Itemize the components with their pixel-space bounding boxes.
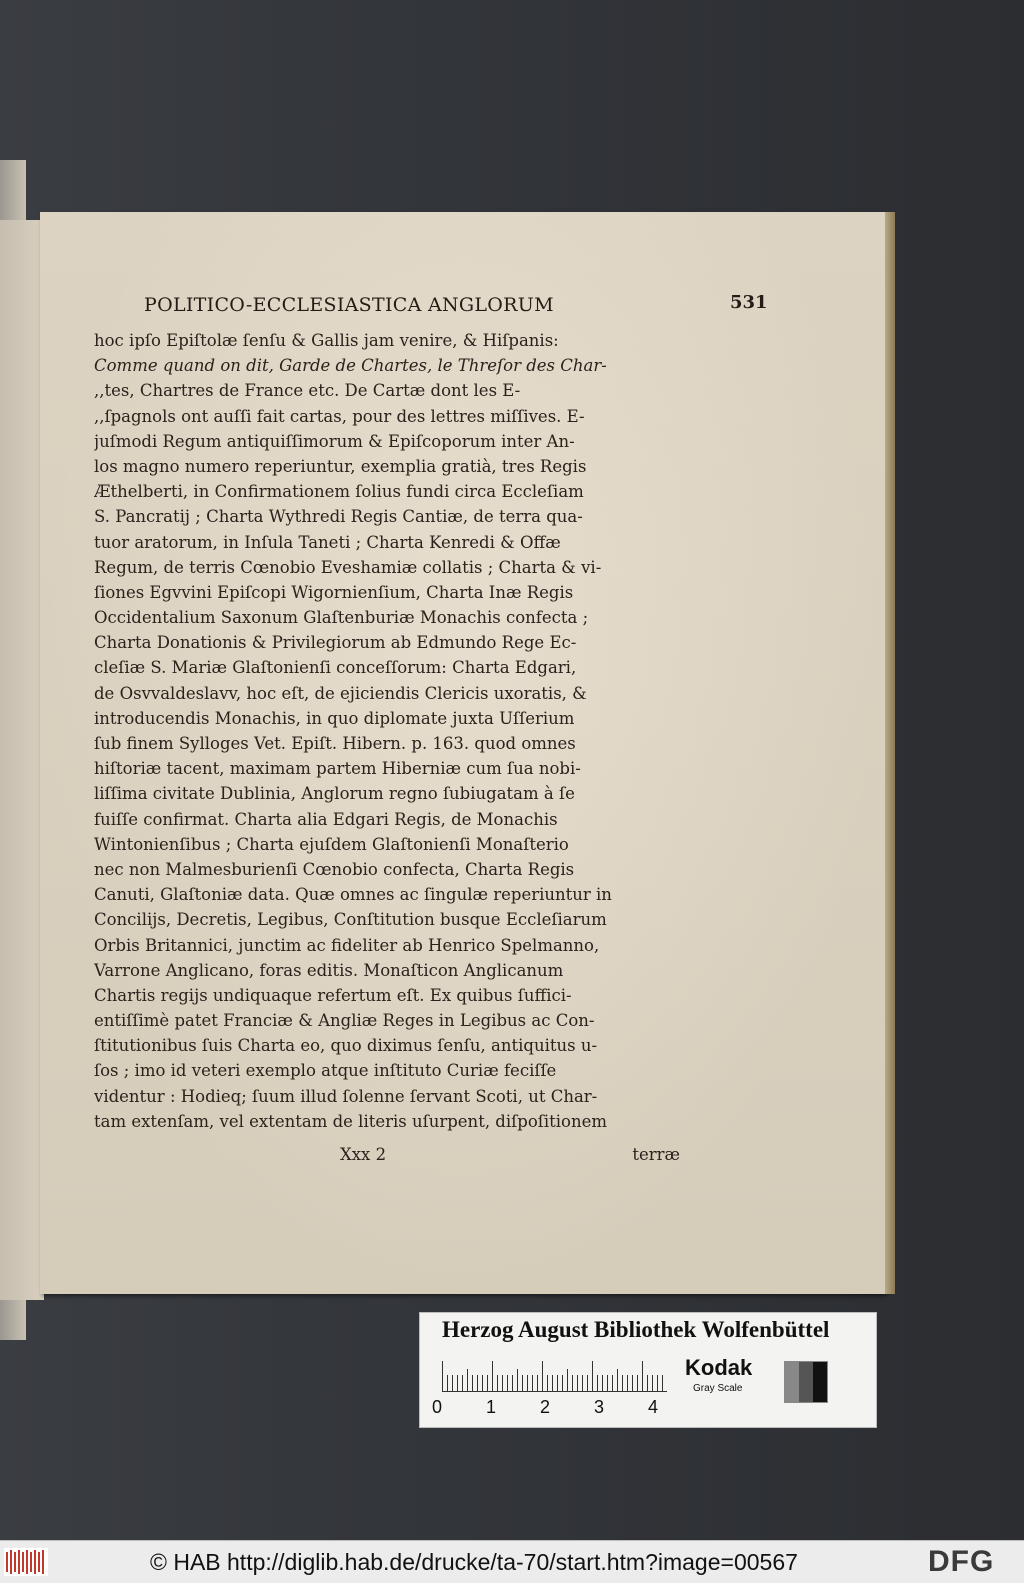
text-line: juſmodi Regum antiquiſſimorum & Epiſcoporum inter An- <box>94 431 575 451</box>
text-line: ſtitutionibus ſuis Charta eo, quo diximus ſenſu, antiquitus u- <box>94 1036 598 1056</box>
ruler-tick <box>532 1375 533 1391</box>
text-line: Orbis Britannici, junctim ac fideliter ab Henrico Spelmanno, <box>94 935 600 955</box>
ruler-tick <box>497 1375 498 1391</box>
catchword: terræ <box>632 1145 680 1164</box>
dfg-logo: DFG <box>928 1545 995 1578</box>
ruler-tick <box>472 1375 473 1391</box>
library-name: Herzog August Bibliothek Wolfenbüttel <box>442 1317 830 1342</box>
running-head-title: POLITICO-ECCLESIASTICA ANGLORUM <box>144 294 554 316</box>
running-head <box>144 294 794 322</box>
ruler-tick <box>597 1375 598 1391</box>
text-line: Regum, de terris Cœnobio Eveshamiæ collatis ; Charta & vi- <box>94 557 602 577</box>
ruler-number: 1 <box>486 1397 497 1417</box>
text-line: Chartis regijs undiquaque refertum eſt. Ex quibus ſuffici- <box>94 985 572 1005</box>
ruler-tick <box>557 1375 558 1391</box>
ruler-tick <box>462 1375 463 1391</box>
text-line: Occidentalium Saxonum Glaſtenburiæ Monachis confecta ; <box>94 608 589 628</box>
ruler-tick <box>642 1361 643 1391</box>
text-line: Concilijs, Decretis, Legibus, Conſtitution busque Eccleſiarum <box>94 910 607 930</box>
swatch-mid <box>799 1362 813 1402</box>
ruler-tick <box>507 1375 508 1391</box>
ruler-tick <box>467 1369 468 1391</box>
ruler-tick <box>457 1375 458 1391</box>
text-line: tam extenſam, vel extentam de literis uſurpent, diſpoſitionem <box>94 1111 608 1131</box>
gray-swatches <box>784 1361 828 1403</box>
text-line: Varrone Anglicano, foras editis. Monaſticon Anglicanum <box>94 960 564 980</box>
ruler-tick <box>652 1375 653 1391</box>
ruler-numbers <box>432 1397 672 1419</box>
ruler-tick <box>587 1375 588 1391</box>
ruler-number: 4 <box>648 1397 659 1417</box>
copyright-link[interactable]: © HAB http://diglib.hab.de/drucke/ta-70/start.htm?image=00567 <box>150 1549 798 1575</box>
text-line: nec non Malmesburienſi Cœnobio confecta, Charta Regis <box>94 859 575 879</box>
ruler-tick <box>627 1375 628 1391</box>
text-line: ſub finem Sylloges Vet. Epiſt. Hibern. p. 163. quod omnes <box>94 734 576 753</box>
ruler-tick <box>547 1375 548 1391</box>
ruler-tick <box>492 1361 493 1391</box>
ruler-tick <box>517 1369 518 1391</box>
text-line: introducendis Monachis, in quo diplomate juxta Uſſerium <box>94 708 575 728</box>
ruler-tick <box>657 1375 658 1391</box>
ruler-tick <box>512 1375 513 1391</box>
text-line: videntur : Hodieq; ſuum illud ſolenne ſervant Scoti, ut Char- <box>94 1086 598 1106</box>
ruler-number: 0 <box>432 1397 443 1417</box>
body-text <box>94 328 694 1134</box>
ruler-tick <box>482 1375 483 1391</box>
ruler-number: 2 <box>540 1397 551 1417</box>
ruler-tick <box>617 1369 618 1391</box>
hab-logo-icon <box>4 1548 48 1576</box>
text-line: de Osvvaldeslavv, hoc eſt, de ejiciendis Clericis uxoratis, & <box>94 683 587 703</box>
ruler-tick <box>452 1375 453 1391</box>
ruler-tick <box>552 1375 553 1391</box>
text-line: Charta Donationis & Privilegiorum ab Edmundo Rege Ec- <box>94 633 577 653</box>
page-edge <box>885 212 895 1294</box>
ruler-baseline <box>442 1391 667 1392</box>
ruler-tick <box>572 1375 573 1391</box>
text-line: ſiones Egvvini Epiſcopi Wigornienſium, Charta Inæ Regis <box>94 582 574 602</box>
ruler-tick <box>567 1369 568 1391</box>
ruler-tick <box>602 1375 603 1391</box>
ruler-tick <box>632 1375 633 1391</box>
text-line: los magno numero reperiuntur, exemplia gratià, tres Regis <box>94 456 587 476</box>
kodak-logo: Kodak <box>685 1355 753 1380</box>
text-line: Wintonienſibus ; Charta ejuſdem Glaſtonienſi Monaſterio <box>94 834 569 854</box>
signature-mark: Xxx 2 <box>340 1145 387 1164</box>
ruler-tick <box>527 1375 528 1391</box>
text-line: hoc ipſo Epiſtolæ ſenſu & Gallis jam venire, & Hiſpanis: <box>94 331 559 350</box>
ruler-tick <box>522 1375 523 1391</box>
ruler-tick <box>647 1375 648 1391</box>
text-line: ,,tes, Chartres de France etc. De Cartæ dont les E- <box>94 381 521 401</box>
ruler-tick <box>502 1375 503 1391</box>
ruler-tick <box>487 1375 488 1391</box>
text-line: cleſiæ S. Mariæ Glaſtonienſi conceſſorum: Charta Edgari, <box>94 658 577 678</box>
color-target <box>419 1312 877 1428</box>
text-line: liſſima civitate Dublinia, Anglorum regno ſubiugatam à ſe <box>94 784 575 804</box>
text-line: hiſtoriæ tacent, maximam partem Hiberniæ cum ſua nobi- <box>94 759 581 779</box>
swatch-light <box>785 1362 799 1402</box>
text-line: tuor aratorum, in Inſula Taneti ; Charta Kenredi & Offæ <box>94 532 561 552</box>
text-line: ,,ſpagnols ont auſſi fait cartas, pour des lettres miſſives. E- <box>94 406 585 426</box>
ruler-tick <box>607 1375 608 1391</box>
ruler-tick <box>477 1375 478 1391</box>
text-line: Comme quand on dit, Garde de Chartes, le Threſor des Char- <box>94 356 607 376</box>
text-line: fuiſſe confirmat. Charta alia Edgari Regis, de Monachis <box>94 809 558 829</box>
text-line: S. Pancratij ; Charta Wythredi Regis Cantiæ, de terra qua- <box>94 507 583 527</box>
text-line: Æthelberti, in Confirmationem ſolius fundi circa Eccleſiam <box>94 482 584 502</box>
signature-row <box>340 1145 680 1169</box>
ruler-tick <box>537 1375 538 1391</box>
ruler-tick <box>622 1375 623 1391</box>
ruler-tick <box>612 1375 613 1391</box>
ruler-tick <box>662 1375 663 1391</box>
ruler-tick <box>637 1375 638 1391</box>
scale-ruler <box>442 1357 667 1393</box>
ruler-tick <box>447 1375 448 1391</box>
footer-bar <box>0 1540 1024 1583</box>
ruler-tick <box>442 1361 443 1391</box>
book-page <box>40 212 885 1294</box>
ruler-tick <box>577 1375 578 1391</box>
swatch-dark <box>813 1362 827 1402</box>
text-line: ſos ; imo id veteri exemplo atque inſtituto Curiæ feciſſe <box>94 1061 557 1081</box>
text-line: Canuti, Glaſtoniæ data. Quæ omnes ac ſingulæ reperiuntur in <box>94 885 612 905</box>
gray-scale-label: Gray Scale <box>693 1383 743 1394</box>
page-number: 531 <box>730 292 768 313</box>
ruler-tick <box>562 1375 563 1391</box>
ruler-tick <box>542 1361 543 1391</box>
ruler-tick <box>582 1375 583 1391</box>
text-line: entiſſimè patet Franciæ & Angliæ Reges in Legibus ac Con- <box>94 1011 595 1031</box>
ruler-tick <box>592 1361 593 1391</box>
ruler-number: 3 <box>594 1397 605 1417</box>
